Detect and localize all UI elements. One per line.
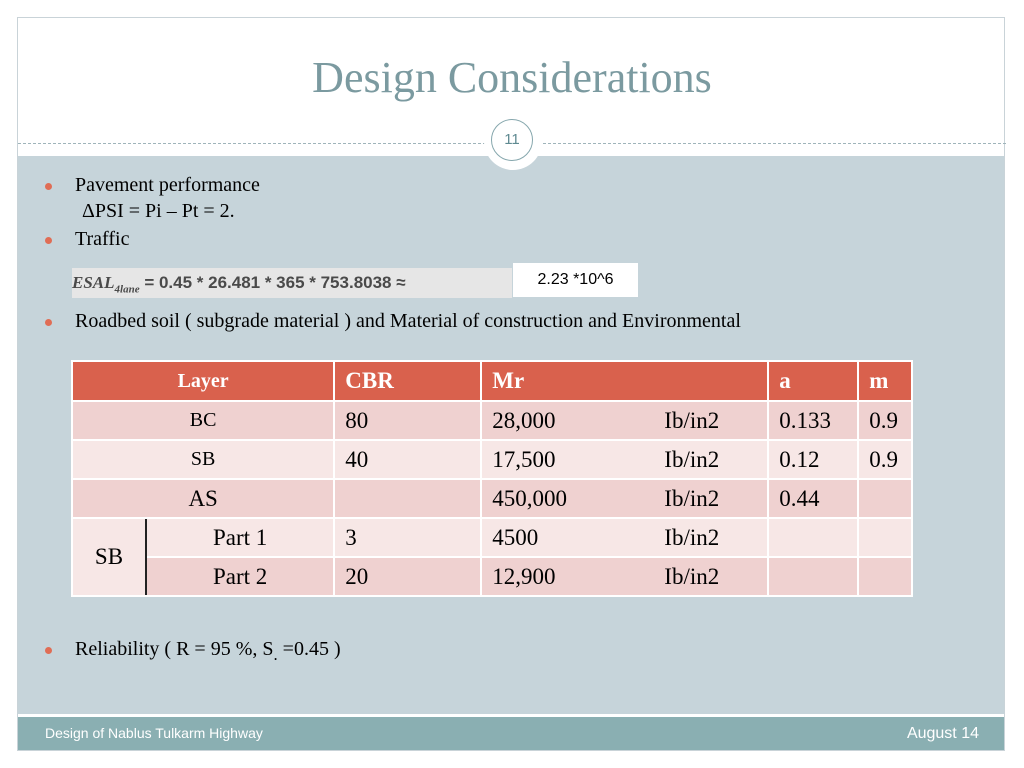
table-row [72, 401, 912, 440]
header-m: m [858, 361, 912, 401]
cell-m: 0.9 [858, 440, 912, 479]
header-layer: Layer [72, 361, 334, 401]
cell-mr: 28,000 Ib/in2 [481, 401, 768, 440]
cell-cbr: 80 [334, 401, 481, 440]
cell-cbr: 20 [334, 557, 481, 596]
bullet-dot-icon [45, 183, 52, 190]
cell-sb-group: SB [72, 518, 146, 596]
cell-cbr: 40 [334, 440, 481, 479]
psi-equation: ΔPSI = Pi – Pt = 2. [82, 200, 235, 222]
cell-a: 0.44 [768, 479, 858, 518]
esal-subscript: 4lane [114, 283, 140, 296]
table-row [72, 518, 912, 557]
esal-symbol: ESAL [72, 273, 115, 292]
cell-mr: 4500 Ib/in2 [481, 518, 768, 557]
slide-number-badge [484, 112, 542, 170]
cell-mr: 12,900 Ib/in2 [481, 557, 768, 596]
footer-bar [18, 717, 1004, 750]
cell-layer: Part 2 [146, 557, 334, 596]
bullet-dot-icon [45, 319, 52, 326]
footer-title: Design of Nablus Tulkarm Highway [45, 725, 263, 741]
bullet-dot-icon [45, 237, 52, 244]
table-row [72, 557, 912, 596]
slide-number: 11 [491, 119, 533, 161]
esal-formula [72, 268, 512, 298]
header-a: a [768, 361, 858, 401]
layer-table [71, 360, 913, 597]
cell-mr: 17,500 Ib/in2 [481, 440, 768, 479]
table-row [72, 479, 912, 518]
cell-cbr [334, 479, 481, 518]
cell-layer: SB [72, 440, 334, 479]
esal-expression: = 0.45 * 26.481 * 365 * 753.8038 ≈ [139, 273, 406, 292]
cell-m: 0.9 [858, 401, 912, 440]
cell-a [768, 557, 858, 596]
slide-title: Design Considerations [312, 53, 712, 102]
cell-layer: BC [72, 401, 334, 440]
header-cbr: CBR [334, 361, 481, 401]
cell-mr: 450,000 Ib/in2 [481, 479, 768, 518]
esal-result: 2.23 *10^6 [513, 263, 638, 297]
cell-a: 0.133 [768, 401, 858, 440]
cell-m [858, 557, 912, 596]
table-row [72, 440, 912, 479]
table-header-row [72, 361, 912, 401]
cell-m [858, 518, 912, 557]
cell-a: 0.12 [768, 440, 858, 479]
cell-layer: Part 1 [146, 518, 334, 557]
cell-layer: AS [72, 479, 334, 518]
cell-m [858, 479, 912, 518]
cell-a [768, 518, 858, 557]
header-mr: Mr [481, 361, 768, 401]
bullet-dot-icon [45, 647, 52, 654]
footer-date: August 14 [906, 725, 979, 742]
cell-cbr: 3 [334, 518, 481, 557]
